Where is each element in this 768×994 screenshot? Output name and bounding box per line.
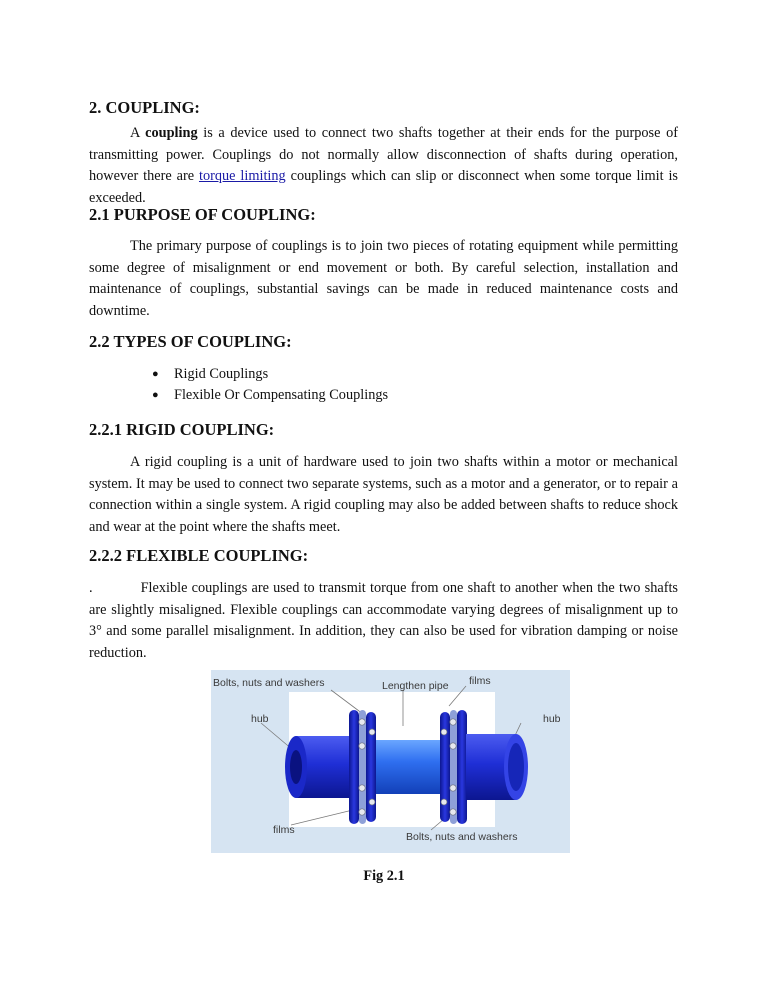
bullet-icon: ● [152, 389, 159, 401]
right-hub-shape [466, 734, 528, 800]
purpose-text: The primary purpose of couplings is to join two pieces of rotating equipment while permitting some degree of misalignment or end movement or both. By careful selection, installation and maintenance of couplings, substantial savings can be made in reduced maintenance costs and downtime. [89, 238, 678, 319]
label-lengthen-pipe: Lengthen pipe [382, 680, 449, 692]
label-hub-left: hub [251, 713, 269, 725]
flexible-lead: . [89, 580, 93, 596]
bullet-icon: ● [152, 368, 159, 380]
coupling-figure [211, 670, 570, 853]
torque-limiting-link[interactable]: torque limiting [198, 168, 286, 184]
left-hub-shape [285, 736, 351, 798]
rigid-text: A rigid coupling is a unit of hardware used to join two shafts within a motor or mechanical system. It may be used to connect two separate systems, such as a motor and a generator, or to repair a connection within a single system. A rigid coupling may also be added between shafts to reduce shock and wear at the point where the shafts meet. [89, 454, 678, 535]
list-item [89, 364, 388, 385]
coupling-intro-paragraph [89, 123, 678, 209]
label-bolts-top: Bolts, nuts and washers [213, 677, 325, 689]
list-item-label: Flexible Or Compensating Couplings [174, 387, 389, 403]
coupling-term: coupling [145, 125, 198, 141]
list-item [89, 385, 388, 406]
coupling-types-list [89, 364, 388, 406]
section-heading-types: 2.2 TYPES OF COUPLING: [89, 332, 292, 351]
rigid-paragraph [89, 452, 678, 538]
flexible-text: Flexible couplings are used to transmit torque from one shaft to another when the two shafts are slightly misaligned. Flexible couplings can accommodate varying degrees of misalignment up to 3° and some parallel misalignment. In addition, they can also be used for vibration damping or noise reduction. [89, 580, 678, 661]
label-films-top: films [469, 675, 491, 687]
coupling-diagram [211, 670, 570, 853]
purpose-paragraph [89, 236, 678, 322]
section-heading-flexible: 2.2.2 FLEXIBLE COUPLING: [89, 546, 309, 565]
list-item-label: Rigid Couplings [174, 366, 269, 382]
section-heading-rigid: 2.2.1 RIGID COUPLING: [89, 420, 275, 439]
figure-caption: Fig 2.1 [363, 868, 405, 884]
section-heading-purpose: 2.1 PURPOSE OF COUPLING: [89, 205, 316, 224]
coupling-intro-post: couplings which can slip or disconnect when some torque limit is exceeded. [89, 168, 678, 206]
label-films-bottom: films [273, 824, 295, 836]
coupling-intro-pre: A [130, 125, 146, 141]
label-hub-right: hub [543, 713, 561, 725]
coupling-intro-mid: is a device used to connect two shafts together at their ends for the purpose of transmitting power. Couplings do not normally allow disconnection of shafts during operation, however there are [89, 125, 678, 184]
label-bolts-bottom: Bolts, nuts and washers [406, 831, 518, 843]
section-heading-coupling: 2. COUPLING: [89, 98, 200, 117]
flexible-paragraph [89, 578, 678, 664]
